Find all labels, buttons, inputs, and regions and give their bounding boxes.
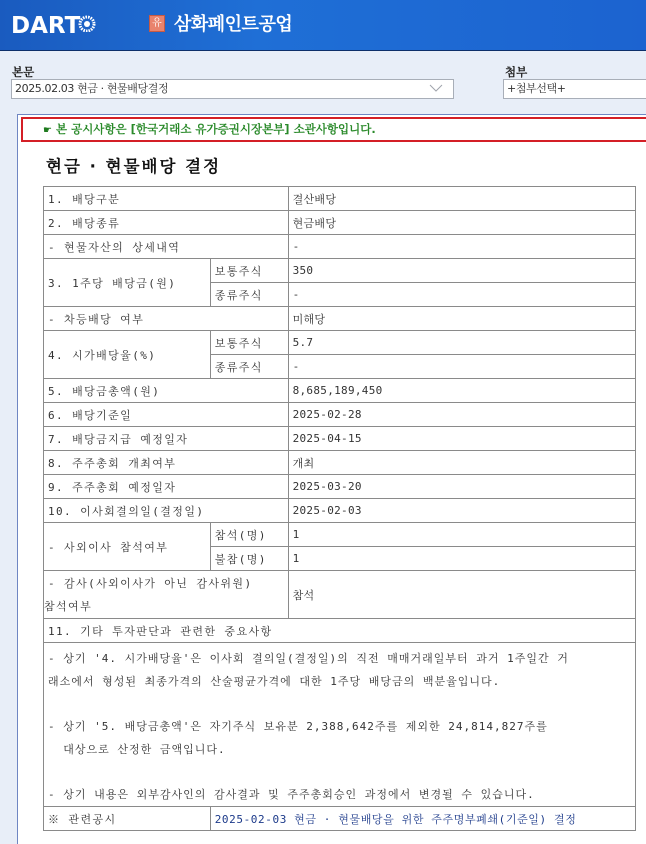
row-label: 2. 배당종류 [44, 211, 289, 235]
logo-burst-icon [78, 14, 96, 32]
table-row [44, 331, 636, 355]
header-bar [0, 0, 646, 51]
row-label-line1: - 감사(사외이사가 아닌 감사위원) [48, 576, 253, 590]
attach-label: 첨부 [505, 65, 528, 79]
table-row [44, 187, 636, 211]
related-label: ※ 관련공시 [44, 807, 211, 831]
note-1-line-2: 래소에서 형성된 최종가격의 산술평균가격에 대한 1주당 배당금의 백분율입니다. [48, 675, 501, 688]
row-label: - 차등배당 여부 [44, 307, 289, 331]
row-value: 미해당 [288, 307, 635, 331]
table-row [44, 403, 636, 427]
row-value: - [288, 235, 635, 259]
body-select-value: 2025.02.03 현금 · 현물배당결정 [15, 82, 169, 95]
attach-select-value: +첨부선택+ [507, 82, 566, 95]
note-2-line-1: - 상기 '5. 배당금총액'은 자기주식 보유분 2,388,642주를 제외한 24,814,827주를 [48, 720, 548, 733]
table-row [44, 427, 636, 451]
related-disclosure-link[interactable]: 2025-02-03 현금 · 현물배당을 위한 주주명부폐쇄(기준일) 결정 [210, 807, 635, 831]
row-label: - 현물자산의 상세내역 [44, 235, 289, 259]
row-label: 9. 주주총회 예정일자 [44, 475, 289, 499]
row-value: 8,685,189,450 [288, 379, 635, 403]
row-sublabel: 불참(명) [210, 547, 288, 571]
table-row [44, 619, 636, 643]
notice-text: 본 공시사항은 [한국거래소 유가증권시장본부] 소관사항입니다. [55, 122, 376, 136]
notes-cell [44, 643, 636, 807]
attach-select[interactable] [503, 79, 646, 99]
row-value: 개최 [288, 451, 635, 475]
table-row [44, 451, 636, 475]
disclosure-table [43, 186, 636, 831]
row-sublabel: 보통주식 [210, 259, 288, 283]
company-title [149, 10, 292, 36]
table-row [44, 211, 636, 235]
body-label: 본문 [12, 65, 35, 79]
row-value: 2025-04-15 [288, 427, 635, 451]
table-row [44, 807, 636, 831]
table-row [44, 307, 636, 331]
row-sublabel: 참석(명) [210, 523, 288, 547]
row-value: 현금배당 [288, 211, 635, 235]
market-badge: 유 [149, 15, 165, 32]
table-row [44, 499, 636, 523]
row-label: 5. 배당금총액(원) [44, 379, 289, 403]
row-value: 1 [288, 523, 635, 547]
row-value: 결산배당 [288, 187, 635, 211]
table-row [44, 571, 636, 619]
row-value: 350 [288, 259, 635, 283]
jurisdiction-notice [21, 117, 646, 142]
row-value: 2025-03-20 [288, 475, 635, 499]
table-row [44, 523, 636, 547]
company-name: 삼화페인트공업 [174, 14, 293, 35]
notes-row [44, 643, 636, 807]
row-sublabel: 종류주식 [210, 355, 288, 379]
note-3: - 상기 내용은 외부감사인의 감사결과 및 주주총회승인 과정에서 변경될 수 있습니다. [48, 788, 535, 801]
dart-logo[interactable] [11, 11, 96, 41]
row-value: 참석 [288, 571, 635, 619]
logo-text: DART [11, 13, 81, 39]
row-sublabel: 종류주식 [210, 283, 288, 307]
row-label: 10. 이사회결의일(결정일) [44, 499, 289, 523]
table-row [44, 235, 636, 259]
note-1-line-1: - 상기 '4. 시가배당율'은 이사회 결의일(결정일)의 직전 매매거래일부터 과거 1주일간 거 [48, 652, 569, 665]
row-label: 11. 기타 투자판단과 관련한 중요사항 [44, 619, 636, 643]
row-label: 7. 배당금지급 예정일자 [44, 427, 289, 451]
chevron-down-icon [429, 83, 443, 93]
row-value: 1 [288, 547, 635, 571]
document-viewer [17, 114, 646, 844]
row-sublabel: 보통주식 [210, 331, 288, 355]
row-value: 5.7 [288, 331, 635, 355]
body-select[interactable] [11, 79, 454, 99]
row-label-line2: 참석여부 [44, 599, 93, 613]
table-row [44, 475, 636, 499]
row-label: 8. 주주총회 개최여부 [44, 451, 289, 475]
row-value: - [288, 283, 635, 307]
row-label: 1. 배당구분 [44, 187, 289, 211]
row-value: - [288, 355, 635, 379]
doc-toolbar [0, 52, 646, 112]
table-row [44, 259, 636, 283]
row-value: 2025-02-28 [288, 403, 635, 427]
note-2-line-2: 대상으로 산정한 금액입니다. [48, 743, 226, 756]
row-label: - 사외이사 참석여부 [44, 523, 211, 571]
row-label: 6. 배당기준일 [44, 403, 289, 427]
row-label: 3. 1주당 배당금(원) [44, 259, 211, 307]
table-row [44, 379, 636, 403]
row-value: 2025-02-03 [288, 499, 635, 523]
document-title: 현금 · 현물배당 결정 [46, 157, 222, 176]
row-label: 4. 시가배당율(%) [44, 331, 211, 379]
pointing-hand-icon: ☛ [43, 125, 52, 136]
row-label [44, 571, 289, 619]
